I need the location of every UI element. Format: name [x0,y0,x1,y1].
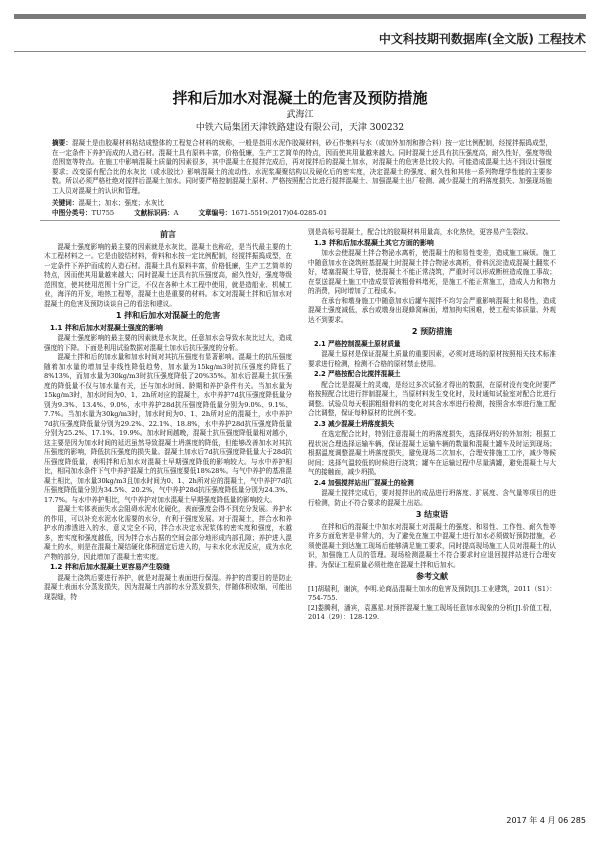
clc-label: 中图分类号： [52,209,92,217]
paragraph: 混凝土搅拌完成后，要对搅拌出的成品进行坍落度、扩展度、含气量等项目的进行检测，防止不符合要求的混凝土出站。 [308,489,556,507]
affiliation: 中铁六局集团天津铁路建设有限公司，天津 300232 [195,123,405,133]
keywords-label: 关键词： [52,199,79,207]
doc-label: 文献标识码： [134,209,174,217]
doc-value: A [173,209,179,217]
section-heading: 3 结束语 [415,510,449,519]
subsection-heading: 2.2 严格按配合比搅拌混凝土 [314,370,401,378]
left-column [44,228,292,602]
article-no-value: 1671-5519(2017)04-0285-01 [231,209,328,217]
article-meta [52,207,552,217]
paragraph: 混凝土强度影响的最主要的因素就是水灰比，混凝土也称砼，是当代最主要的土木工程材料之一。它是由胶结材料，骨料和水按一定比例配制，经搅拌振捣成型，在一定条件下养护而成的人造石材。混凝土具有原料丰富，价格低廉，生产工艺简单的特点，因而使其用量越来越大；同时混凝土还具有抗压强度高，耐久性好，强度等级范围宽，使其使用范围十分广泛，不仅在各种土木工程中使用，就是造船业、机械工业，海洋的开发，地热工程等，混凝土也是重要的材料。本文对混凝土拌和后加水对混凝土的危害及预防谈谈自己的看法和建议。 [44,242,292,308]
keywords [52,197,552,207]
references [308,585,556,623]
right-column [308,228,556,623]
header-bar [14,14,586,19]
abstract-divider [40,220,560,221]
paper-title: 拌和后加水对混凝土的危害及预防措施 [172,89,428,107]
paragraph: 配合比是混凝土的灵魂，是经过多次试验才得出的数据，在原材没有变化时要严格按照配合比进行拌制混凝土，当原材料发生变化时，及时通知试验室对配合比进行调整。试验员每天根据粗细骨料的变化对其含水率进行检测，按照含水率进行施工配合比调整，保证每种原材的比例不变。 [308,380,556,417]
subsection-heading: 1.1 拌和后加水对混凝土强度的影响 [50,323,163,332]
paragraph: 混凝土拌和后的加水量和加水时间对其抗压强度有显著影响。混凝土的抗压强度随着加水量的增加呈非线性降低趋势，加水量为15kg/m3时抗压强度约降低了8%13%，而加水量为30kg/m3时抗压强度降低了20%35%。加水后混凝土抗压强度的降低量不仅与加水量有关，还与加水时间、龄期和养护条件有关。当加水量为15kg/m3时，加水时间为0、1、2h所对应的混凝土，水中养护7d抗压强度降低量分别为9.3%、13.4%、9.0%，水中养护28d抗压强度降低量分别为9.0%、9.1%、7.7%。当加水量为30kg/m3时，加水时间为0、1、2h所对应的混凝土，水中养护7d抗压强度降低量分别为29.2%、22.1%、18.8%，水中养护28d抗压强度降低量分别为25.2%、17.1%、19.9%。加水时间越晚，混凝土抗压强度降低量相对越小，这主要是因为加水时间的延迟虽然导致混凝土坍落度的降低，但能够改善加水对其抗压强度的影响，降低抗压强度的损失量。混凝土加水后7d抗压强度降低量大于28d抗压强度降低量，表明拌和后加水对混凝土早期强度降低的影响较大。与水中养护相比，相同加水条件下气中养护混凝土的抗压强度要低18%28%。与气中养护的基准混凝土相比，加水量30kg/m3且加水时间为0、1、2h所对应的混凝土，气中养护7d抗压强度降低量分别为34.5%、20.2%，气中养护28d抗压强度降低量分别为24.3%、17.7%。与水中养护相比，气中养护对加水混凝土早期强度降低量的影响较大。 [44,353,292,504]
subsection-heading: 1.2 拌和后加水混凝土更容易产生裂缝 [50,563,170,571]
reference-item: [2]娄腾利，潘宾，袁惠星.对预拌混凝土施工现场任意加水现象的分析[J].价值工程，2014（29）：128-129. [308,603,556,621]
section-heading: 2 预防措施 [411,327,453,336]
header-divider [14,51,586,52]
subsection-heading: 2.3 减少混凝土坍落度损失 [314,419,394,428]
clc-value: TU755 [91,209,115,217]
references-heading: 参考文献 [416,572,448,581]
section-heading: 1 拌和后加水对混凝土的危害 [115,311,221,320]
paragraph: 在承台和墩身施工中随意加水后罐车搅拌不均匀会严重影响混凝土和易性，造成混凝土强度减低，承台或墩身出现蜂窝麻面，增加拘实困难，使工程实体质量、外观达不到要求。 [308,296,556,324]
paragraph: 别是高标号混凝土，配合比的胶凝材料用量高，水化热快，更容易产生裂纹。 [308,228,533,236]
reference-item: [1]胡瑞利，谢滨，李明.论商品混凝土加水的危害及预防[J].工业建筑，2011（S1）：754-755. [308,584,556,602]
paragraph: 在拌和后的混凝土中加水对混凝土对混凝土的强度、和易性、工作性、耐久性等许多方面危害是非常大的，为了避免在施工中混凝土进行加水必须做好预防措施，必须使混凝土到达施工现场后能够满足施工要求，同时提高现场施工人员对混凝土的认识，加强施工人员的管理。现场检测混凝土不符合要求时应退回搅拌站进行合理安排。为保证工程质量必须杜绝在混凝土拌和后加水。 [308,522,556,569]
paragraph: 在选定配合比时，特别注意混凝土的坍落度损失，选择保坍好的外加剂；根据工程状况合理选择运输车辆，保证混凝土运输车辆的数量和混凝土罐车及时运到现场；根据温度调整混凝土坍落度损失，避免现场二次加水，合理安排施工工序，减少等候时间；选择气温较低的时候进行浇筑；罐车在运输过程中尽量满罐，避免混凝土与大气的接触面，减少坍损。 [308,430,556,476]
subsection-heading: 2.4 加强搅拌站出厂混凝土的检测 [314,478,414,487]
subsection-heading: 1.3 拌和后加水混凝土其它方面的影响 [314,238,434,247]
paragraph: 加水会使混凝土拌合物泌水离析，使混凝土的和易性变差，造成施工麻烦。施工中随意加水在浇筑桩基混凝土时混凝土拌合物泌水离析，骨料沉淀造成混凝土翻浆不好，堵塞混凝土导管，使混凝土不能正常浇筑，严重时可以形成断桩造成施工事故；在泵送混凝土施工中造成泵管被粗骨料堵死，是施工不能正常施工，造成人力和物力的消费，同时增加了工程成本。 [308,249,556,295]
paragraph: 混凝土实体表面失水会阻碍水泥水化硬化，表面强度会得不到充分发展。养护水的作用，可以补充水泥水化需要的水分，有利于强度发展。对于混凝土，拌合水和养护水的渗透进入的水，意义完全不同，拌合水决定水泥浆体的密实度和强度，水越多，密实度和强度越低，因为拌合水占据的空间会部分地形成内部孔隙；养护进入混凝土的水，则是在混凝土凝结硬化体积固定后进入的，与未水化水泥反应，成为水化产物的部分，因此增加了混凝土密实度。 [44,505,292,561]
section-heading: 前言 [160,230,176,239]
abstract-label: 摘要： [52,139,73,147]
paragraph: 混凝土原材是保证混凝土质量的重要因素，必须对进场的原材按照相关技术标准要求进行检测，检测不合格的原材禁止使用。 [308,350,556,368]
page-footer: 2017 年 4 月 06 285 [506,816,586,825]
keywords-text: 混凝土；加水；强度；水灰比 [78,199,165,207]
journal-name: 中文科技期刊数据库(全文版) 工程技术 [378,32,586,46]
abstract-text: 混凝土是由胶凝材料粘结成整体的工程复合材料的统称，一般是指用水泥作胶凝材料，砂石作集料与水（或加外加剂和掺合料）按一定比例配制，经搅拌振捣成型，在一定条件下养护而成的人造石材。混凝土具有原料丰富，价格低廉，生产工艺简单的特点，因而使其用量越来越大。同时混凝土还具有抗压强度高，耐久性好，强度等级范围宽等特点。在施工中影响混凝土质量的因素很多，其中混凝土在搅拌完成后，再对搅拌后的混凝土加水，对混凝土的危害是比较大的。可能造成混凝土达不到设计强度要求；改变原有配合比的水灰比（或水胶比）影响混凝土的流动性、水泥浆凝聚结构以及硬化后的密实度，决定混凝土的强度、耐久性和其他一系列物理学性能的主要参数。所以必须严格杜绝对搅拌后混凝土加水。同时要严格控制混凝土原材、严格按照配合比进行搅拌混凝土、加强混凝土出厂检测、减少混凝土的坍落度损失、加强现场施工人员对混凝土的认识和管理。 [52,139,553,195]
author: 武海江 [286,110,314,120]
article-no-label: 文章编号： [198,209,232,217]
subsection-heading: 2.1 严格控制混凝土原材质量 [314,339,401,348]
abstract [52,139,552,197]
paragraph: 混凝土浇筑后要进行养护，就是对混凝土表面进行保湿。养护的首要目的是防止混凝土表面水分蒸发损失，因为混凝土内部的水分蒸发损失，伴随体积收缩，可能出现裂缝，特 [44,573,292,601]
paragraph: 混凝土强度影响的最主要的因素就是水灰比，任意加水会导致水灰比过大，造成强度的下降。下面是利用试验数据对混凝土加水后抗压强度的分析。 [44,334,292,352]
